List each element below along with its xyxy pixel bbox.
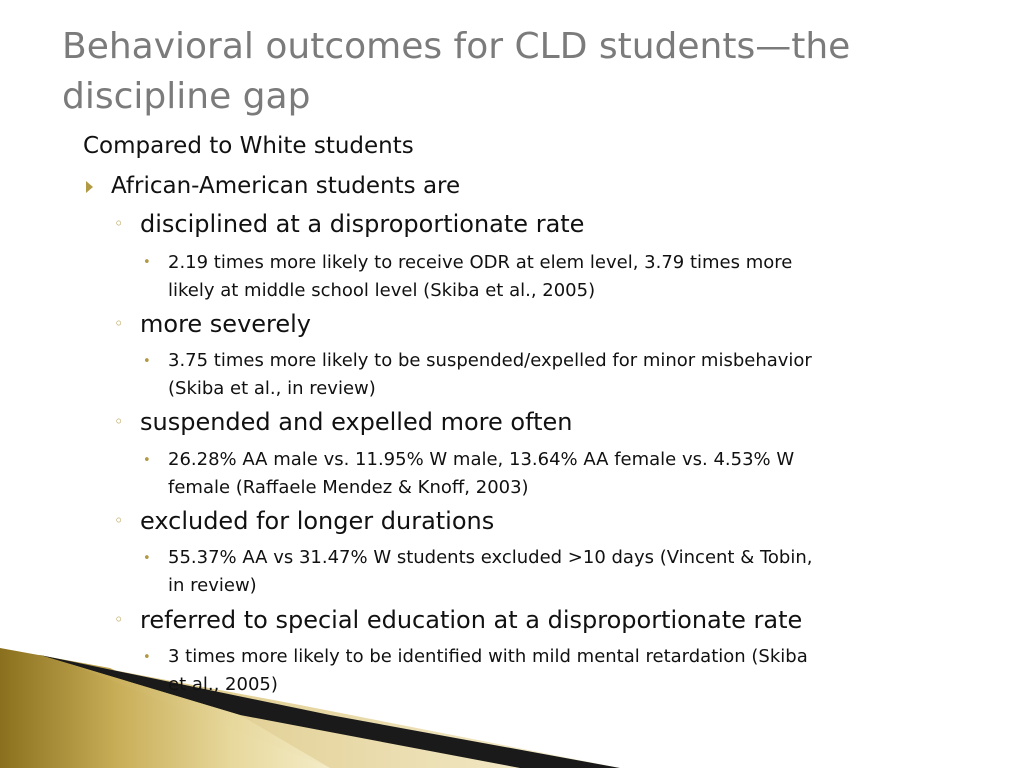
item-detail: (Skiba et al., in review)	[168, 378, 376, 399]
item-detail: in review)	[168, 575, 257, 596]
circle-bullet-icon: ◦	[114, 511, 124, 530]
slide-title: Behavioral outcomes for CLD students—the discipline gap	[62, 26, 851, 117]
circle-bullet-icon: ◦	[114, 314, 124, 333]
dot-bullet-icon: •	[143, 354, 151, 369]
item-detail: 3.75 times more likely to be suspended/expelled for minor misbehavior	[168, 350, 812, 371]
item-heading: excluded for longer durations	[140, 507, 495, 535]
item-detail: likely at middle school level (Skiba et al., 2005)	[168, 280, 596, 301]
item-heading: disciplined at a disproportionate rate	[140, 210, 585, 238]
circle-bullet-icon: ◦	[114, 610, 124, 629]
item-heading: referred to special education at a disproportionate rate	[140, 606, 803, 634]
item-detail: 2.19 times more likely to receive ODR at elem level, 3.79 times more	[168, 252, 793, 273]
item-detail: 26.28% AA male vs. 11.95% W male, 13.64% AA female vs. 4.53% W	[168, 449, 795, 470]
dot-bullet-icon: •	[143, 255, 151, 270]
group-heading: African-American students are	[111, 173, 461, 199]
item-heading: more severely	[140, 310, 312, 338]
item-detail: et al., 2005)	[168, 674, 278, 695]
item-detail: female (Raffaele Mendez & Knoff, 2003)	[168, 477, 529, 498]
triangle-bullet-icon	[86, 181, 93, 193]
item-detail: 3 times more likely to be identified with mild mental retardation (Skiba	[168, 646, 808, 667]
circle-bullet-icon: ◦	[114, 412, 124, 431]
dot-bullet-icon: •	[143, 453, 151, 468]
item-heading: suspended and expelled more often	[140, 408, 573, 436]
intro-text: Compared to White students	[83, 133, 414, 159]
circle-bullet-icon: ◦	[114, 214, 124, 233]
dot-bullet-icon: •	[143, 650, 151, 665]
item-detail: 55.37% AA vs 31.47% W students excluded >10 days (Vincent & Tobin,	[168, 547, 813, 568]
dot-bullet-icon: •	[143, 551, 151, 566]
